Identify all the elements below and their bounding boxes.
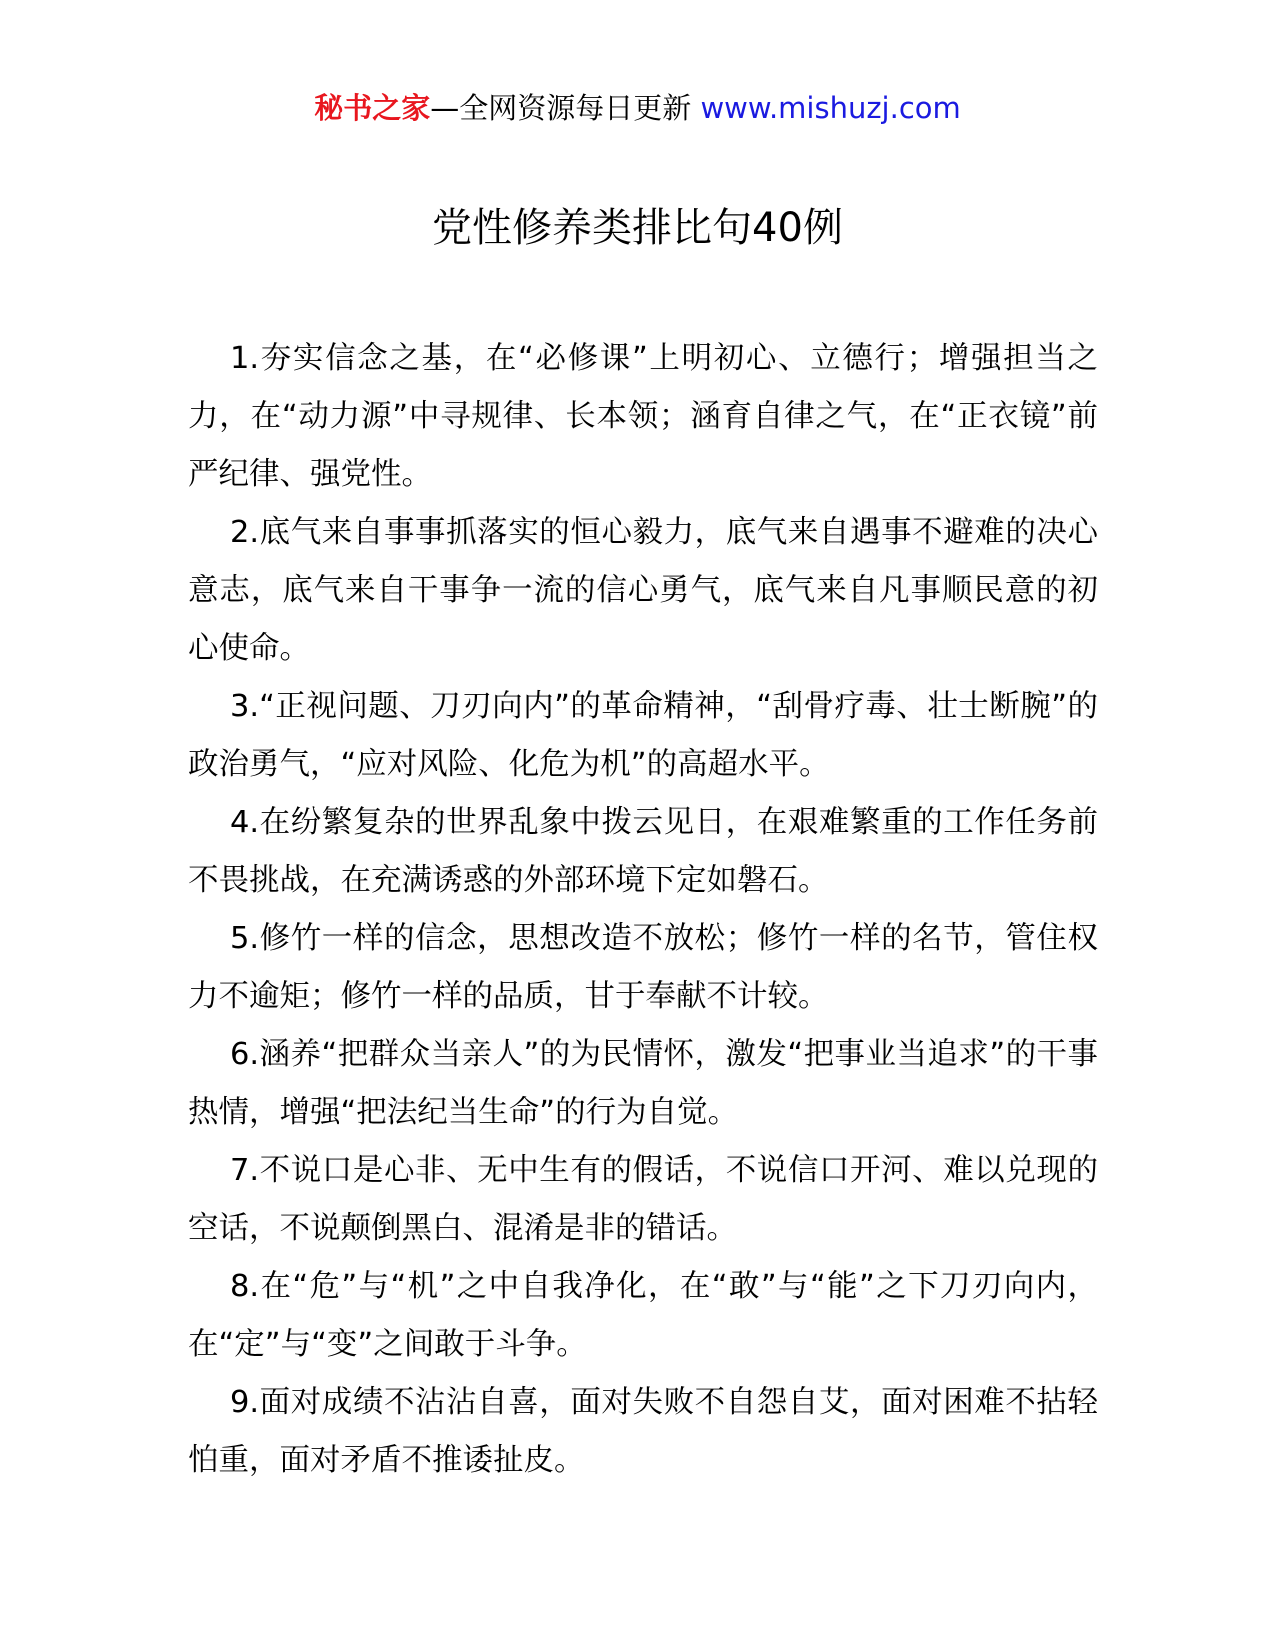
paragraph: 8.在“危”与“机”之中自我净化，在“敢”与“能”之下刀刃向内，在“定”与“变”之间敢于斗争。	[188, 1269, 1098, 1362]
paragraph: 7.不说口是心非、无中生有的假话，不说信口开河、难以兑现的空话，不说颠倒黑白、混淆是非的错话。	[188, 1153, 1098, 1246]
page-header	[0, 88, 1275, 128]
paragraph: 2.底气来自事事抓落实的恒心毅力，底气来自遇事不避难的决心意志，底气来自干事争一流的信心勇气，底气来自凡事顺民意的初心使命。	[188, 515, 1098, 666]
document-title: 党性修养类排比句40例	[432, 205, 843, 251]
header-tagline: —全网资源每日更新	[430, 91, 701, 125]
paragraph: 9.面对成绩不沾沾自喜，面对失败不自怨自艾，面对困难不拈轻怕重，面对矛盾不推诿扯皮。	[188, 1385, 1098, 1478]
paragraph: 3.“正视问题、刀刃向内”的革命精神，“刮骨疗毒、壮士断腕”的政治勇气，“应对风险、化危为机”的高超水平。	[188, 689, 1098, 782]
website-url: www.mishuzj.com	[700, 91, 961, 125]
paragraph: 5.修竹一样的信念，思想改造不放松；修竹一样的名节，管住权力不逾矩；修竹一样的品质，甘于奉献不计较。	[188, 921, 1098, 1014]
paragraph: 1.夯实信念之基，在“必修课”上明初心、立德行；增强担当之力，在“动力源”中寻规律、长本领；涵育自律之气，在“正衣镜”前严纪律、强党性。	[188, 341, 1098, 492]
paragraph: 6.涵养“把群众当亲人”的为民情怀，激发“把事业当追求”的干事热情，增强“把法纪当生命”的行为自觉。	[188, 1037, 1098, 1130]
document-body	[188, 330, 1098, 1490]
paragraph: 4.在纷繁复杂的世界乱象中拨云见日，在艰难繁重的工作任务前不畏挑战，在充满诱惑的外部环境下定如磐石。	[188, 805, 1098, 898]
brand-name: 秘书之家	[314, 91, 431, 125]
